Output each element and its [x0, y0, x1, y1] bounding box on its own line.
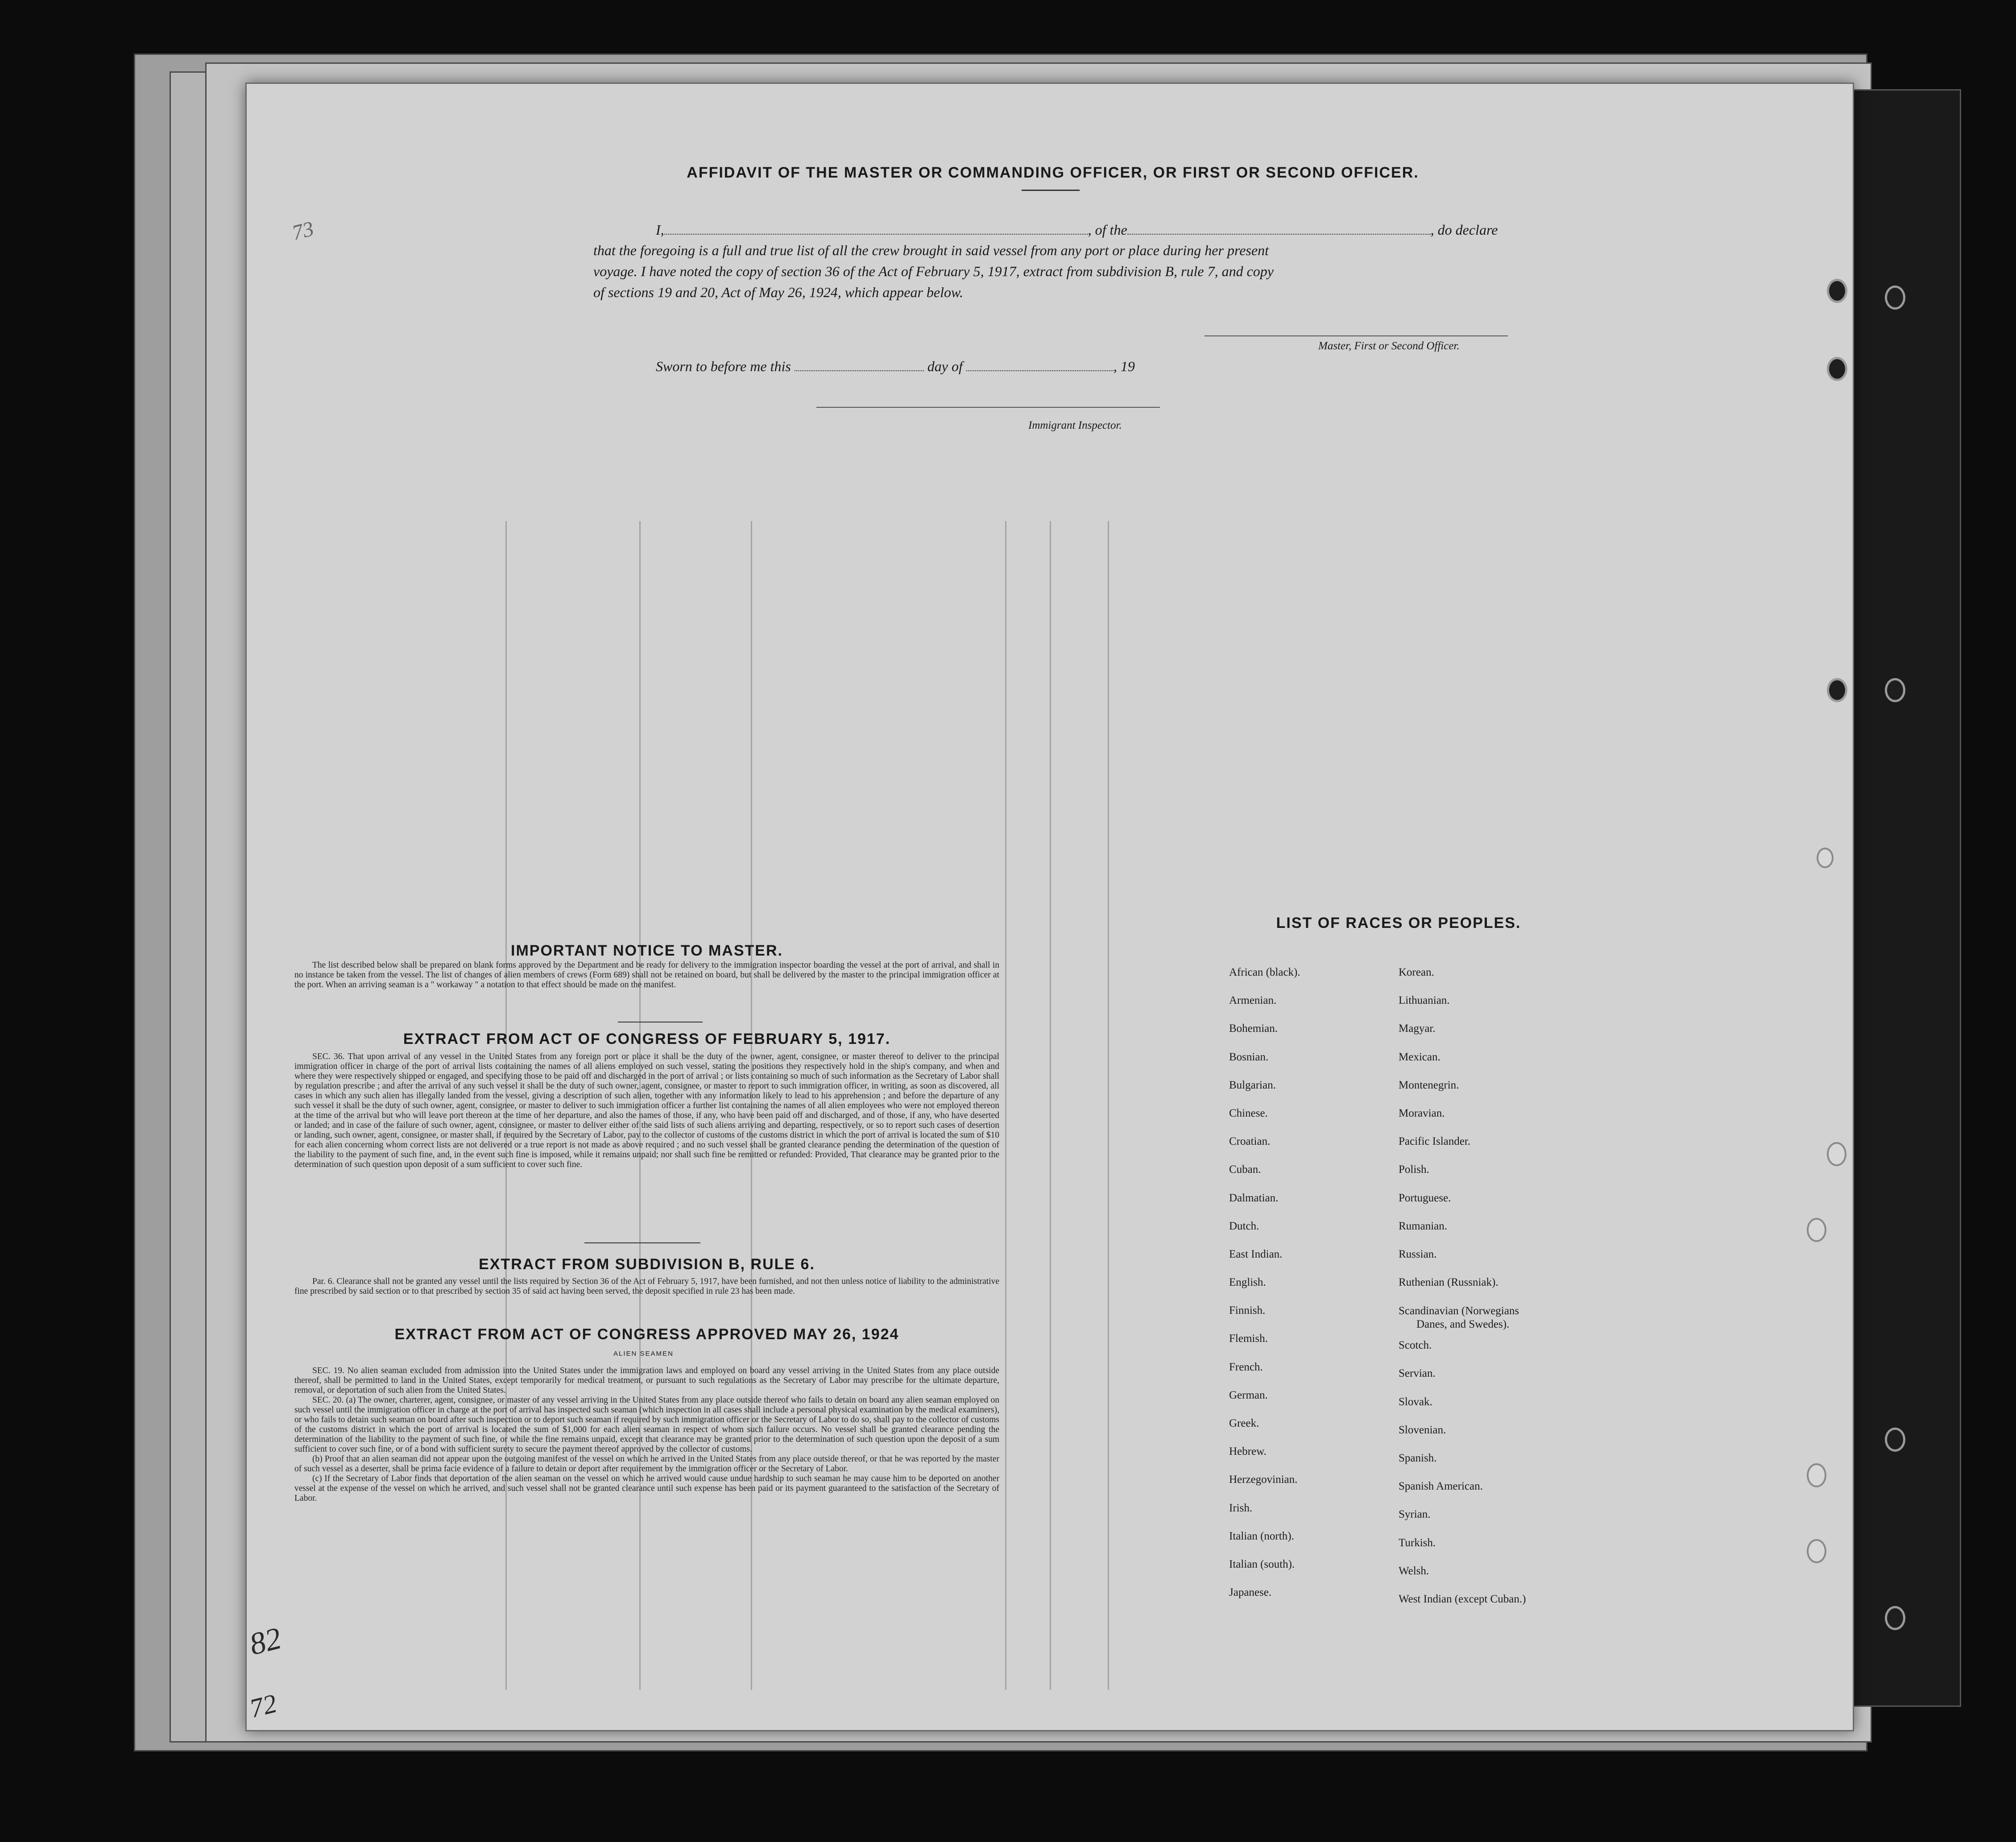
affidavit-line-1 — [656, 219, 1498, 240]
extract-rule6-body — [294, 1277, 999, 1296]
race-item: Lithuanian. — [1399, 994, 1450, 1007]
section-rule — [584, 1242, 700, 1243]
race-item: Ruthenian (Russniak). — [1399, 1276, 1499, 1289]
margin-mark: 82 — [246, 1621, 285, 1662]
binder-rivet — [1885, 1606, 1905, 1630]
binder-rivet — [1827, 279, 1847, 303]
binder-rivet — [1827, 678, 1847, 702]
binder-rivet — [1827, 357, 1847, 381]
race-item: Spanish. — [1399, 1452, 1437, 1464]
race-item: Rumanian. — [1399, 1220, 1448, 1232]
binder-rivet — [1885, 286, 1905, 310]
extract-rule6-title: EXTRACT FROM SUBDIVISION B, RULE 6. — [479, 1256, 815, 1273]
binder-hole — [1807, 1463, 1826, 1487]
binder-hole — [1817, 848, 1834, 868]
year-label: , 19 — [1113, 358, 1135, 374]
race-item: Italian (north). — [1229, 1530, 1294, 1542]
race-item: Cuban. — [1229, 1163, 1261, 1176]
race-item: Scandinavian (Norwegians — [1399, 1305, 1519, 1317]
binder-hole — [1807, 1218, 1826, 1242]
inspector-signature-line — [816, 407, 1160, 408]
binder-hole — [1807, 1539, 1826, 1563]
race-item: Japanese. — [1229, 1586, 1272, 1599]
sworn-line — [656, 356, 1135, 377]
affidavit-line-4: of sections 19 and 20, Act of May 26, 1924, which appear below. — [593, 284, 963, 300]
race-item: Croatian. — [1229, 1135, 1271, 1148]
binder-hole — [1827, 1142, 1846, 1166]
affidavit-declare: , do declare — [1430, 222, 1498, 238]
sworn-day-blank[interactable] — [795, 359, 924, 371]
extract-rule6-paragraph: Par. 6. Clearance shall not be granted any vessel until the lists required by Section 36 of the Act of February 5, 1917, have been furnished, and not then unless notice of liability to the administrative fine prescribed by said section or to that prescribed by section 35 of said act having been served, the deposit specified in rule 23 has been made. — [294, 1277, 999, 1296]
notice-paragraph: The list described below shall be prepared on blank forms approved by the Department and be ready for delivery to the immigration inspector boarding the vessel at the port of arrival, and shall in no instance be taken from the vessel. The list of changes of alien members of crews (Form 689) shall not be retained on board, but shall be delivered by the master to the principal immigration officer at the port. When an arriving seaman is a " workaway " a notation to that effect should be made on the manifest. — [294, 960, 999, 989]
races-right-column — [1399, 958, 1526, 1613]
day-of-label: day of — [927, 358, 963, 374]
ghost-column-rule — [1005, 521, 1006, 1690]
binder-rivet — [1885, 678, 1905, 702]
alien-seamen-caption: ALIEN SEAMEN — [613, 1350, 674, 1358]
race-item: Mexican. — [1399, 1051, 1441, 1063]
master-signature-line — [1205, 335, 1508, 336]
vessel-blank[interactable] — [1127, 222, 1431, 235]
race-item: West Indian (except Cuban.) — [1399, 1593, 1526, 1605]
binder-rivet — [1885, 1428, 1905, 1452]
race-item: Servian. — [1399, 1367, 1436, 1380]
extract-1924-sec-20c: (c) If the Secretary of Labor finds that deportation of the alien seaman on the vessel on which he arrived would cause undue hardship to such seaman he may cause him to be deported on another vessel at the expense of the vessel on which he arrived, and such vessel shall not be granted clearance until such expense has been paid or its payment guaranteed to the satisfaction of the Secretary of Labor. — [294, 1474, 999, 1503]
race-item: Italian (south). — [1229, 1558, 1295, 1570]
race-item: English. — [1229, 1276, 1266, 1289]
race-item: Herzegovinian. — [1229, 1474, 1298, 1486]
race-item: French. — [1229, 1361, 1263, 1373]
race-item: Slovenian. — [1399, 1424, 1446, 1436]
extract-1924-sec-20a: SEC. 20. (a) The owner, charterer, agent, consignee, or master of any vessel arriving in the United States from any place outside thereof who fails to detain on board any alien seaman employed on such vessel until the immigration officer in charge at the port of arrival has inspected such seaman (which inspection in all cases shall include a personal physical examination by the medical examiners), or who fails to detain such seaman on board after such inspection or to deport such seaman if required by such immigration officer or the Secretary of Labor to do so, shall pay to the collector of customs of the customs district in which the port of arrival is located the sum of $1,000 for each alien seaman in respect of whom such failure occurs. No vessel shall be granted clearance pending the determination of the liability to the payment of such fine, or while the fine remains unpaid, except that clearance may be granted prior to the determination of such question upon the deposit of a sum sufficient to cover such fine, or of a bond with sufficient surety to secure the payment thereof approved by the collector of customs. — [294, 1395, 999, 1454]
affidavit-of-the: , of the — [1088, 222, 1127, 238]
affidavit-line-3: voyage. I have noted the copy of section 36 of the Act of February 5, 1917, extract from subdivision B, rule 7, and copy — [593, 263, 1274, 279]
race-item: Dalmatian. — [1229, 1192, 1279, 1204]
races-title: LIST OF RACES OR PEOPLES. — [1276, 915, 1521, 931]
master-signature-label: Master, First or Second Officer. — [1318, 340, 1460, 352]
race-item: Moravian. — [1399, 1107, 1445, 1119]
race-item: Bulgarian. — [1229, 1079, 1276, 1091]
affidavit-line-2: that the foregoing is a full and true list of all the crew brought in said vessel from any port or place during her present — [593, 242, 1269, 258]
race-item: Chinese. — [1229, 1107, 1268, 1119]
ghost-column-rule — [1050, 521, 1051, 1690]
name-blank[interactable] — [664, 222, 1088, 235]
race-item: African (black). — [1229, 966, 1300, 978]
notice-body — [294, 960, 999, 990]
extract-1924-sec-20b: (b) Proof that an alien seaman did not appear upon the outgoing manifest of the vessel on which he arrived in the United States from any place outside thereof, or that he was reported by the master of such vessel as a deserter, shall be prima facie evidence of a failure to detain or deport after requirement by the immigration officer or the Secretary of Labor. — [294, 1454, 999, 1474]
race-item: Danes, and Swedes). — [1416, 1318, 1510, 1331]
race-item: Welsh. — [1399, 1565, 1429, 1577]
race-item: Syrian. — [1399, 1508, 1431, 1521]
race-item: German. — [1229, 1389, 1268, 1401]
extract-1917-title: EXTRACT FROM ACT OF CONGRESS OF FEBRUARY 5, 1917. — [403, 1031, 891, 1047]
race-item: Korean. — [1399, 966, 1434, 978]
extract-1924-title: EXTRACT FROM ACT OF CONGRESS APPROVED MAY 26, 1924 — [394, 1326, 899, 1343]
race-item: Portuguese. — [1399, 1192, 1451, 1204]
title-rule — [1022, 190, 1080, 191]
race-item: Greek. — [1229, 1417, 1259, 1429]
affidavit-title: AFFIDAVIT OF THE MASTER OR COMMANDING OFFICER, OR FIRST OR SECOND OFFICER. — [687, 164, 1419, 181]
affidavit-i: I, — [656, 222, 664, 238]
race-item: Bosnian. — [1229, 1051, 1269, 1063]
race-item: Dutch. — [1229, 1220, 1259, 1232]
extract-1917-section-36: SEC. 36. That upon arrival of any vessel in the United States from any foreign port or place it shall be the duty of the owner, agent, consignee, or master thereof to deliver to the principal immigration officer in charge of the port of arrival lists containing the names of all aliens employed on such vessel, stating the positions they respectively hold in the ship's company, and when and where they were respectively shipped or engaged, and specifying those to be paid off and discharged in the port of arrival ; or lists containing so much of such information as the Secretary of Labor shall by regulation prescribe ; and after the arrival of any such vessel it shall be the duty of such owner, agent, consignee, or master to report to such immigration officer, in writing, as soon as discovered, all cases in which any such alien has illegally landed from the vessel, giving a description of such alien, together with any information likely to lead to his apprehension ; and before the departure of any such vessel it shall be the duty of such owner, agent, consignee, or master to deliver to such immigration officer a further list containing the names of all alien employees who were not employed thereon at the time of the arrival but who will leave port thereon at the time of her departure, and also the names of those, if any, who have been paid off and discharged, and of those, if any, who have deserted or landed; and in case of the failure of such owner, agent, consignee, or master to deliver either of the said lists of such aliens arriving and departing, respectively, or so to report such cases of desertion or landing, such owner, agent, consignee, or master shall, if required by the Secretary of Labor, pay to the collector of customs of the customs district in which the port of arrival is located the sum of $10 for each alien concerning whom correct lists are not delivered or a true report is not made as above required ; and no such vessel shall be granted clearance pending the determination of the question of the liability to the payment of such fine, and, in the event such fine is imposed, while it remains unpaid; nor shall such fine be remitted or refunded: Provided, That clearance may be granted prior to the determination of such question upon deposit of a sum sufficient to cover such fine. — [294, 1052, 999, 1169]
race-item: Irish. — [1229, 1502, 1253, 1514]
race-item: Spanish American. — [1399, 1480, 1483, 1493]
extract-1924-body — [294, 1366, 999, 1503]
race-item: Pacific Islander. — [1399, 1135, 1471, 1148]
race-item: Slovak. — [1399, 1395, 1432, 1408]
sworn-label: Sworn to before me this — [656, 358, 791, 374]
race-item: Bohemian. — [1229, 1022, 1278, 1035]
margin-mark: 72 — [246, 1688, 280, 1724]
extract-1924-sec-19: SEC. 19. No alien seaman excluded from admission into the United States under the immigration laws and employed on board any vessel arriving in the United States from any place outside thereof, shall be permitted to land in the United States, except temporarily for medical treatment, or pursuant to such regulations as the Secretary of Labor may prescribe for the ultimate departure, removal, or deportation of such alien from the United States. — [294, 1366, 999, 1395]
notice-title: IMPORTANT NOTICE TO MASTER. — [511, 942, 783, 959]
races-left-column — [1229, 958, 1300, 1606]
sworn-month-blank[interactable] — [966, 359, 1114, 371]
race-item: Turkish. — [1399, 1536, 1436, 1549]
race-item: East Indian. — [1229, 1248, 1283, 1260]
race-item: Russian. — [1399, 1248, 1437, 1260]
race-item: Armenian. — [1229, 994, 1277, 1007]
ghost-column-rule — [1108, 521, 1109, 1690]
race-item: Magyar. — [1399, 1022, 1436, 1035]
race-item: Polish. — [1399, 1163, 1429, 1176]
race-item: Hebrew. — [1229, 1445, 1267, 1458]
inspector-signature-label: Immigrant Inspector. — [1028, 419, 1122, 431]
margin-mark: 73 — [290, 216, 316, 245]
race-item: Flemish. — [1229, 1333, 1268, 1345]
race-item: Montenegrin. — [1399, 1079, 1459, 1091]
race-item: Finnish. — [1229, 1304, 1266, 1317]
race-item: Scotch. — [1399, 1339, 1432, 1352]
right-binding-edge — [1851, 89, 1961, 1707]
extract-1917-body — [294, 1052, 999, 1170]
